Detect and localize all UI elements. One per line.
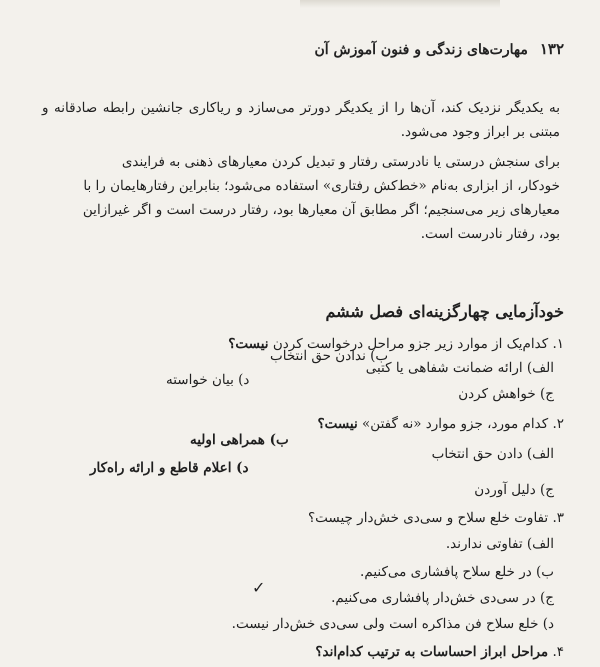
question-stem: ۳. تفاوت خلع سلاح و سی‌دی خش‌دار چیست؟: [308, 510, 564, 526]
q1-option-b[interactable]: ب) ندادن حق انتخاب: [270, 348, 389, 364]
section-title: خودآزمایی چهارگزینه‌ای فصل ششم: [325, 302, 564, 321]
q3-option-c[interactable]: ج) در سی‌دی خش‌دار پافشاری می‌کنیم.: [331, 590, 554, 606]
question-stem: ۲. کدام مورد، جزو موارد «نه گفتن» نیست؟: [317, 416, 564, 432]
scan-edge-shadow: [300, 0, 500, 8]
q3-option-a[interactable]: الف) تفاوتی ندارند.: [445, 536, 554, 552]
q2-option-b[interactable]: ب) همراهی اولیه: [190, 432, 289, 448]
question-3: [30, 506, 564, 530]
question-stem: ۴. مراحل ابراز احساسات به ترتیب کدام‌اند؟: [315, 644, 564, 660]
paragraph-line-4: بود، رفتار نادرست است.: [420, 226, 560, 242]
q3-option-b[interactable]: ب) در خلع سلاح پافشاری می‌کنیم.: [360, 564, 554, 580]
paragraph-line-1: برای سنجش درستی یا نادرستی رفتار و تبدیل کردن معیارهای ذهنی به فرایندی: [121, 154, 560, 170]
q2-option-d[interactable]: د) اعلام قاطع و ارائه راه‌کار: [90, 460, 249, 476]
q3-option-d[interactable]: د) خلع سلاح فن مذاکره است ولی سی‌دی خش‌دار نیست.: [231, 616, 554, 632]
paragraph-line-2: خودکار، از ابزاری به‌نام «خط‌کش رفتاری» استفاده می‌شود؛ بنابراین رفتارهایمان را با: [83, 178, 560, 194]
paragraph-continuation: به یکدیگر نزدیک کند، آن‌ها را از یکدیگر دورتر می‌سازد و ریاکاری جانشین رابطه صادقانه و مبتنی بر ابراز وجود می‌شود.: [42, 100, 560, 140]
question-4: [30, 640, 564, 664]
q2-option-c[interactable]: ج) دلیل آوردن: [474, 482, 554, 498]
q2-option-a[interactable]: الف) دادن حق انتخاب: [431, 446, 554, 462]
q1-option-c[interactable]: ج) خواهش کردن: [458, 386, 554, 402]
q1-option-a[interactable]: الف) ارائه ضمانت شفاهی یا کتبی: [365, 360, 554, 376]
question-stem: ۱. کدام‌یک از موارد زیر جزو مراحل درخواست کردن نیست؟: [228, 336, 564, 352]
checkmark-icon: ✓: [252, 578, 266, 597]
running-title: مهارت‌های زندگی و فنون آموزش آن: [314, 42, 528, 58]
page-number: ۱۳۲: [539, 40, 564, 58]
question-2: [30, 412, 564, 436]
paragraph-line-3: معیارهای زیر می‌سنجیم؛ اگر مطابق آن معیارها بود، رفتار درست است و اگر غیرازاین: [82, 202, 560, 218]
q1-option-d[interactable]: د) بیان خواسته: [166, 372, 250, 388]
running-header: [40, 40, 564, 66]
